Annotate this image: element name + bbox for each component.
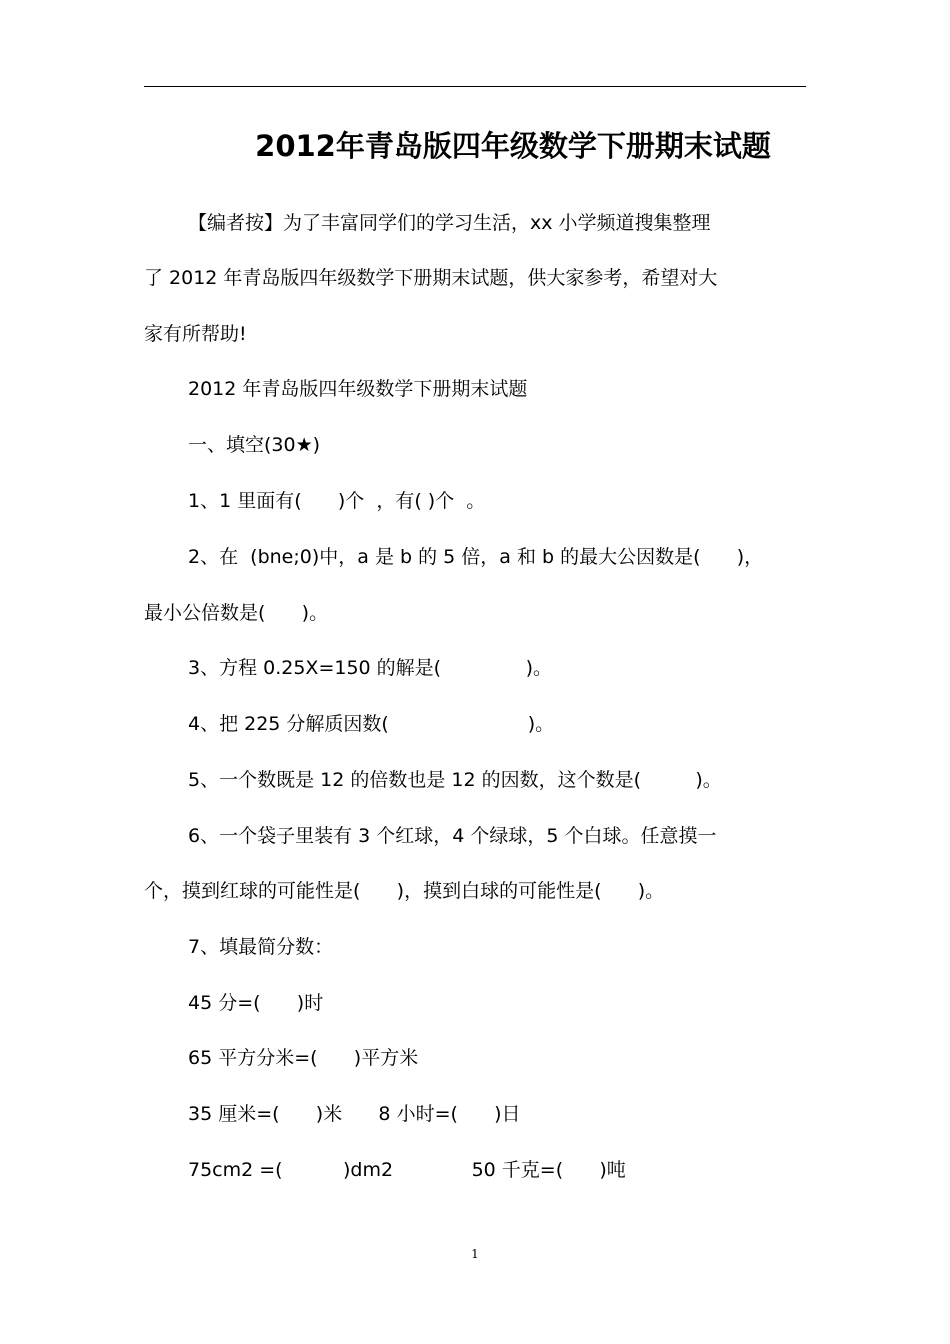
question-line: 最小公倍数是( )。 bbox=[144, 602, 329, 624]
question-line: 4、把 225 分解质因数( )。 bbox=[188, 713, 555, 735]
question-line: 个，摸到红球的可能性是( )，摸到白球的可能性是( )。 bbox=[144, 880, 665, 902]
question-line: 3、方程 0.25X=150 的解是( )。 bbox=[188, 657, 553, 679]
header-rule bbox=[144, 86, 806, 87]
document-title: 2012年青岛版四年级数学下册期末试题 bbox=[255, 129, 771, 163]
section-heading: 2012 年青岛版四年级数学下册期末试题 bbox=[188, 378, 528, 400]
paragraph-line: 家有所帮助! bbox=[144, 323, 247, 345]
question-line: 7、填最简分数： bbox=[188, 936, 334, 958]
question-line: 2、在 (bne;0)中，a 是 b 的 5 倍，a 和 b 的最大公因数是( )， bbox=[188, 546, 764, 568]
page-number: 1 bbox=[471, 1247, 479, 1261]
question-line: 35 厘米=( )米 8 小时=( )日 bbox=[188, 1103, 521, 1125]
question-line: 75cm2 =( )dm2 50 千克=( )吨 bbox=[188, 1159, 626, 1181]
question-line: 6、一个袋子里装有 3 个红球，4 个绿球，5 个白球。任意摸一 bbox=[188, 825, 717, 847]
section-heading: 一、填空(30★) bbox=[188, 434, 321, 456]
question-line: 65 平方分米=( )平方米 bbox=[188, 1047, 419, 1069]
paragraph-line: 了 2012 年青岛版四年级数学下册期末试题，供大家参考，希望对大 bbox=[144, 267, 718, 289]
question-line: 5、一个数既是 12 的倍数也是 12 的因数，这个数是( )。 bbox=[188, 769, 722, 791]
paragraph-line: 【编者按】为了丰富同学们的学习生活，xx 小学频道搜集整理 bbox=[188, 212, 711, 234]
question-line: 1、1 里面有( )个 ，有( )个 。 bbox=[188, 490, 486, 512]
question-line: 45 分=( )时 bbox=[188, 992, 324, 1014]
